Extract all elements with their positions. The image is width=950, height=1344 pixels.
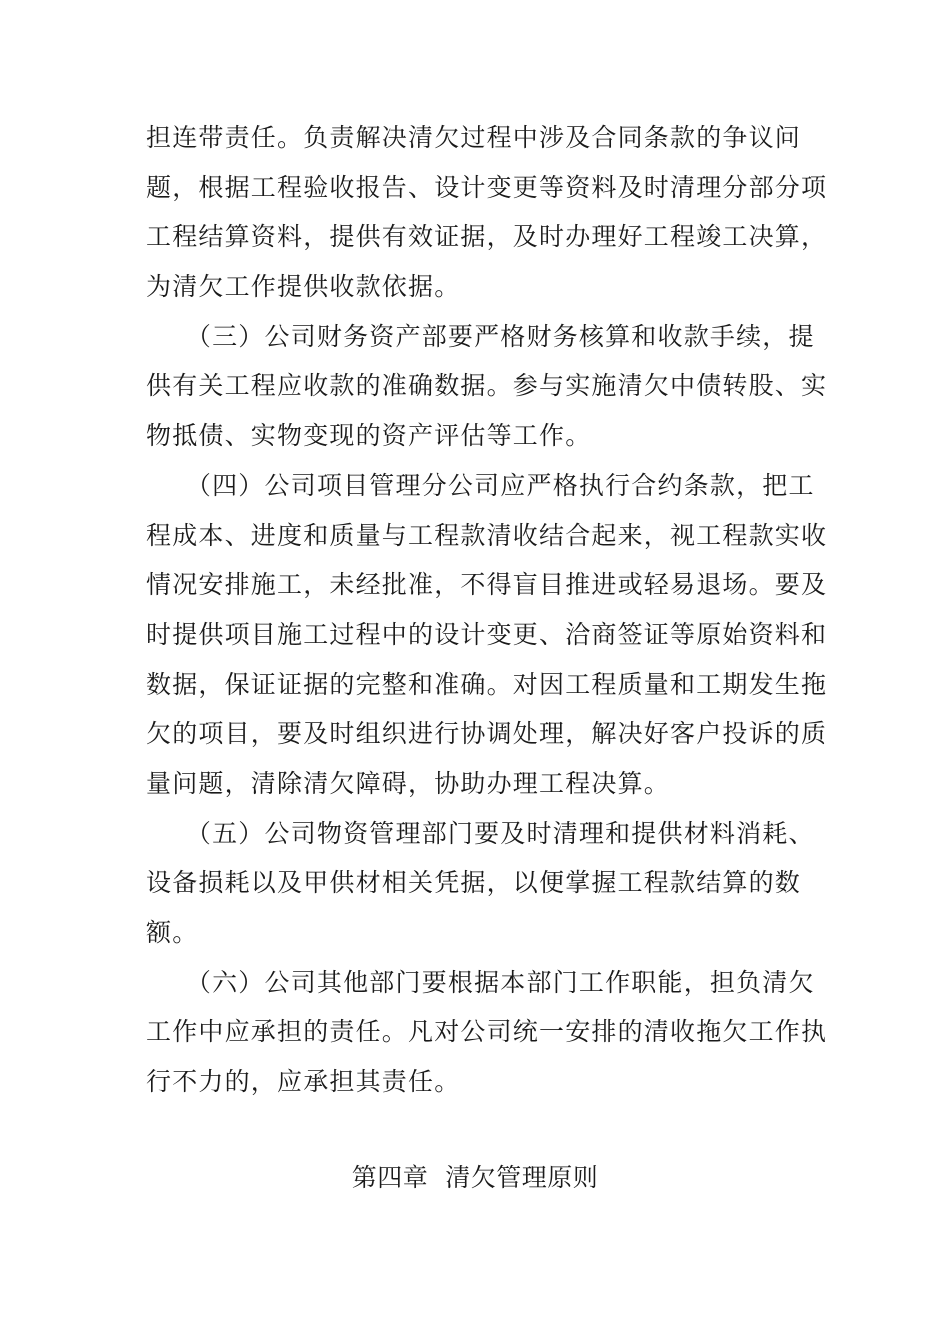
text-line: 供有关工程应收款的准确数据。参与实施清欠中债转股、实 xyxy=(146,371,828,401)
text-line: 工作中应承担的责任。凡对公司统一安排的清收拖欠工作执 xyxy=(146,1017,828,1047)
text-line: 程成本、进度和质量与工程款清收结合起来，视工程款实收 xyxy=(146,520,828,550)
text-line: 情况安排施工，未经批准，不得盲目推进或轻易退场。要及 xyxy=(146,570,828,600)
text-line: 数据，保证证据的完整和准确。对因工程质量和工期发生拖 xyxy=(146,669,828,699)
text-line: 欠的项目，要及时组织进行协调处理，解决好客户投诉的质 xyxy=(146,719,828,749)
text-line: 物抵债、实物变现的资产评估等工作。 xyxy=(146,421,592,451)
paragraph-3-line: （三）公司财务资产部要严格财务核算和收款手续，提 xyxy=(146,321,815,351)
text-line: 担连带责任。负责解决清欠过程中涉及合同条款的争议问 xyxy=(146,123,802,152)
chapter-heading: 第四章 清欠管理原则 xyxy=(351,1163,599,1192)
paragraph-4-line: （四）公司项目管理分公司应严格执行合约条款，把工 xyxy=(146,470,815,500)
paragraph-5-line: （五）公司物资管理部门要及时清理和提供材料消耗、 xyxy=(146,818,815,848)
text-line: 行不力的，应承担其责任。 xyxy=(146,1067,461,1097)
paragraph-6-line: （六）公司其他部门要根据本部门工作职能，担负清欠 xyxy=(146,967,815,997)
text-line: 量问题，清除清欠障碍，协助办理工程决算。 xyxy=(146,768,671,798)
text-line: 工程结算资料，提供有效证据，及时办理好工程竣工决算， xyxy=(146,222,828,252)
text-line: 时提供项目施工过程中的设计变更、洽商签证等原始资料和 xyxy=(146,619,828,649)
body-text xyxy=(146,113,836,1107)
text-line: 设备损耗以及甲供材相关凭据，以便掌握工程款结算的数 xyxy=(146,868,802,898)
text-line: 为清欠工作提供收款依据。 xyxy=(146,272,461,302)
text-line: 题，根据工程验收报告、设计变更等资料及时清理分部分项 xyxy=(146,172,828,202)
text-line: 额。 xyxy=(146,918,199,947)
